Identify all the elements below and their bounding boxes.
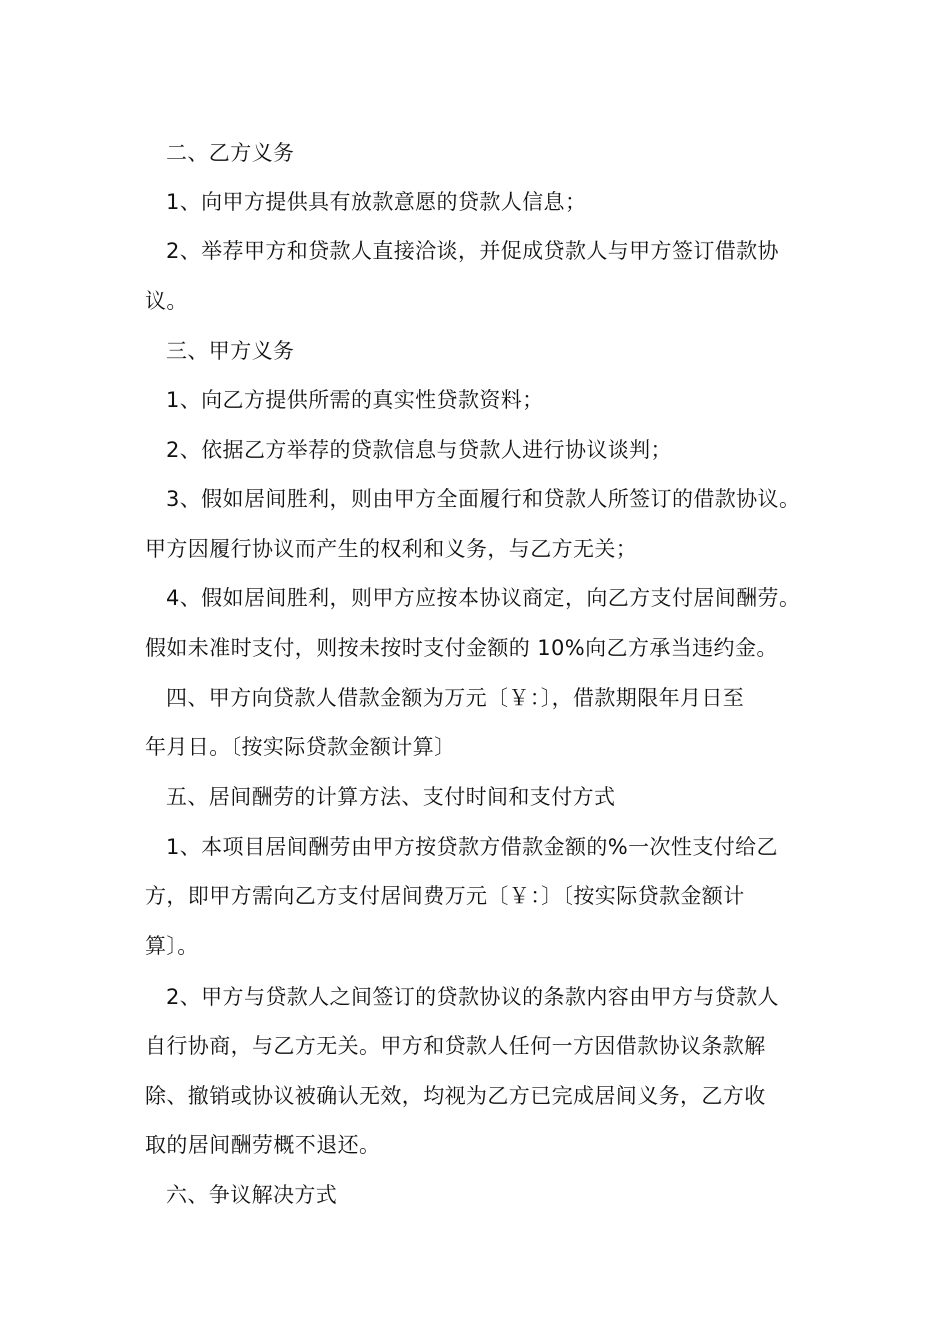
paragraph-line: 甲方因履行协议而产生的权利和义务，与乙方无关；: [145, 537, 638, 561]
paragraph-line: 1、本项目居间酬劳由甲方按贷款方借款金额的%一次性支付给乙: [166, 835, 778, 859]
paragraph-line: 自行协商，与乙方无关。甲方和贷款人任何一方因借款协议条款解: [145, 1034, 766, 1058]
paragraph-line: 假如未准时支付，则按未按时支付金额的 10%向乙方承当违约金。: [145, 636, 778, 660]
paragraph-line: 1、向甲方提供具有放款意愿的贷款人信息；: [166, 190, 587, 214]
paragraph-line: 1、向乙方提供所需的真实性贷款资料；: [166, 388, 544, 412]
paragraph-line: 3、假如居间胜利，则由甲方全面履行和贷款人所签订的借款协议。: [166, 487, 801, 511]
paragraph-line: 2、甲方与贷款人之间签订的贷款协议的条款内容由甲方与贷款人: [166, 985, 779, 1009]
paragraph-line: 除、撤销或协议被确认无效，均视为乙方已完成居间义务，乙方收: [145, 1084, 766, 1108]
paragraph-line: 取的居间酬劳概不退还。: [145, 1133, 381, 1157]
section-heading-5: 五、居间酬劳的计算方法、支付时间和支付方式: [166, 785, 616, 809]
section-heading-4: 四、甲方向贷款人借款金额为万元〔￥：〕，借款期限年月日至: [166, 686, 745, 710]
paragraph-line: 方，即甲方需向乙方支付居间费万元〔￥：〕〔按实际贷款金额计: [145, 884, 745, 908]
paragraph-line: 年月日。〔按实际贷款金额计算〕: [145, 735, 456, 759]
section-heading-3: 三、甲方义务: [166, 339, 295, 363]
paragraph-line: 算〕。: [145, 934, 199, 958]
section-heading-2: 二、乙方义务: [166, 141, 295, 165]
section-heading-6: 六、争议解决方式: [166, 1183, 338, 1207]
paragraph-line: 2、依据乙方举荐的贷款信息与贷款人进行协议谈判；: [166, 438, 672, 462]
paragraph-line: 4、假如居间胜利，则甲方应按本协议商定，向乙方支付居间酬劳。: [166, 586, 801, 610]
paragraph-line: 议。: [145, 289, 188, 313]
paragraph-line: 2、举荐甲方和贷款人直接洽谈，并促成贷款人与甲方签订借款协: [166, 239, 779, 263]
